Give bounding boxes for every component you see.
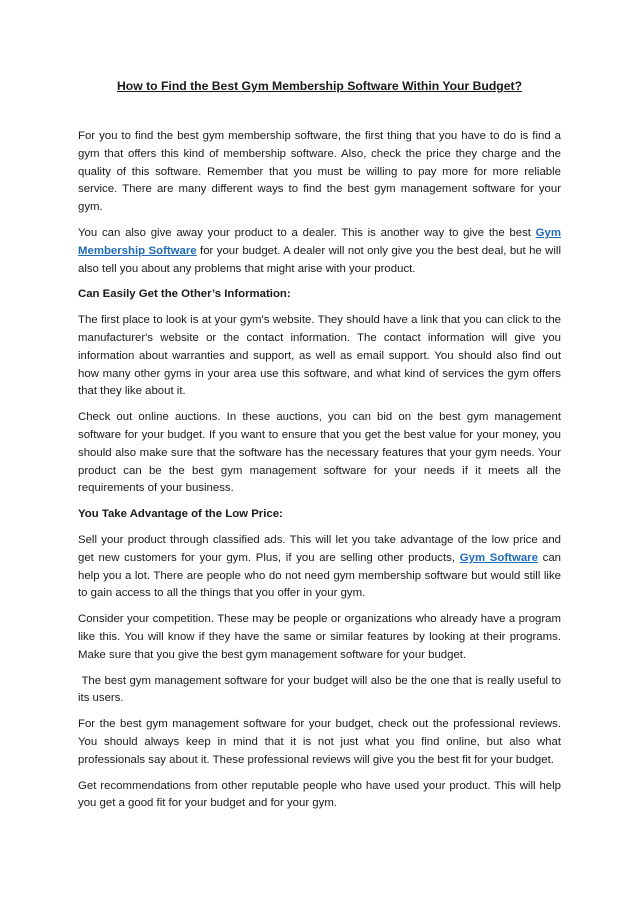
- paragraph-website: The first place to look is at your gym's website. They should have a link that you can click to the manufacturer's website or the contact information. The contact information will give you information about warranties and support, as well as email support. You should also find out how many other gyms in your area use this software, and what kind of services the gym offers that they like about it.: [78, 314, 561, 398]
- paragraph-classified-text-start: Sell your product through classified ads. This will let you take advantage of the low price and get new customers for your gym. Plus, if you are selling other products,: [78, 533, 561, 564]
- paragraph-classified-text-end: can help you a lot. There are people who do not need gym membership software but would still like to gain access to all the things that you offer in your gym.: [78, 551, 562, 600]
- paragraph-auctions: Check out online auctions. In these auctions, you can bid on the best gym management software for your budget. If you want to ensure that you get the best value for your money, you should also make sure that the software has the necessary features that your gym needs. Your product can be the best gym management software for your needs if it meets all the requirements of your business.: [78, 411, 561, 495]
- paragraph-reviews: For the best gym management software for your budget, check out the professional reviews. You should always keep in mind that it is not just what you find online, but also what professionals say about it. These professional reviews will give you the best fit for your budget.: [78, 718, 561, 766]
- gym-membership-software-link[interactable]: Gym Membership Software: [78, 226, 561, 257]
- paragraph-dealer-text-start: You can also give away your product to a dealer. This is another way to give the best: [78, 226, 536, 239]
- paragraph-useful: The best gym management software for your budget will also be the one that is really useful to its users.: [78, 674, 561, 705]
- paragraph-competition: Consider your competition. These may be people or organizations who already have a program like this. You will know if they have the same or similar features by looking at their programs. Make sure that you give the best gym management software for your budget.: [78, 613, 561, 661]
- gym-software-link[interactable]: Gym Software: [459, 551, 538, 564]
- paragraph-dealer-text-end: for your budget. A dealer will not only give you the best deal, but he will also tell you about any problems that might arise with your product.: [78, 244, 561, 275]
- paragraph-intro: For you to find the best gym membership software, the first thing that you have to do is find a gym that offers this kind of membership software. Also, check the price they charge and the quality of this software. Remember that you must be willing to pay more for more reliable service. There are many different ways to find the best gym management software for your gym.: [78, 130, 561, 214]
- paragraph-classified-ads: [78, 532, 561, 603]
- paragraph-recommendations: Get recommendations from other reputable people who have used your product. This will help you get a good fit for your budget and for your gym.: [78, 779, 561, 810]
- document-body: [78, 78, 561, 821]
- section-heading-low-price: You Take Advantage of the Low Price:: [78, 508, 283, 521]
- section-heading-information: Can Easily Get the Other’s Information:: [78, 288, 291, 301]
- paragraph-dealer: [78, 225, 561, 278]
- page-title: How to Find the Best Gym Membership Software Within Your Budget?: [116, 79, 523, 93]
